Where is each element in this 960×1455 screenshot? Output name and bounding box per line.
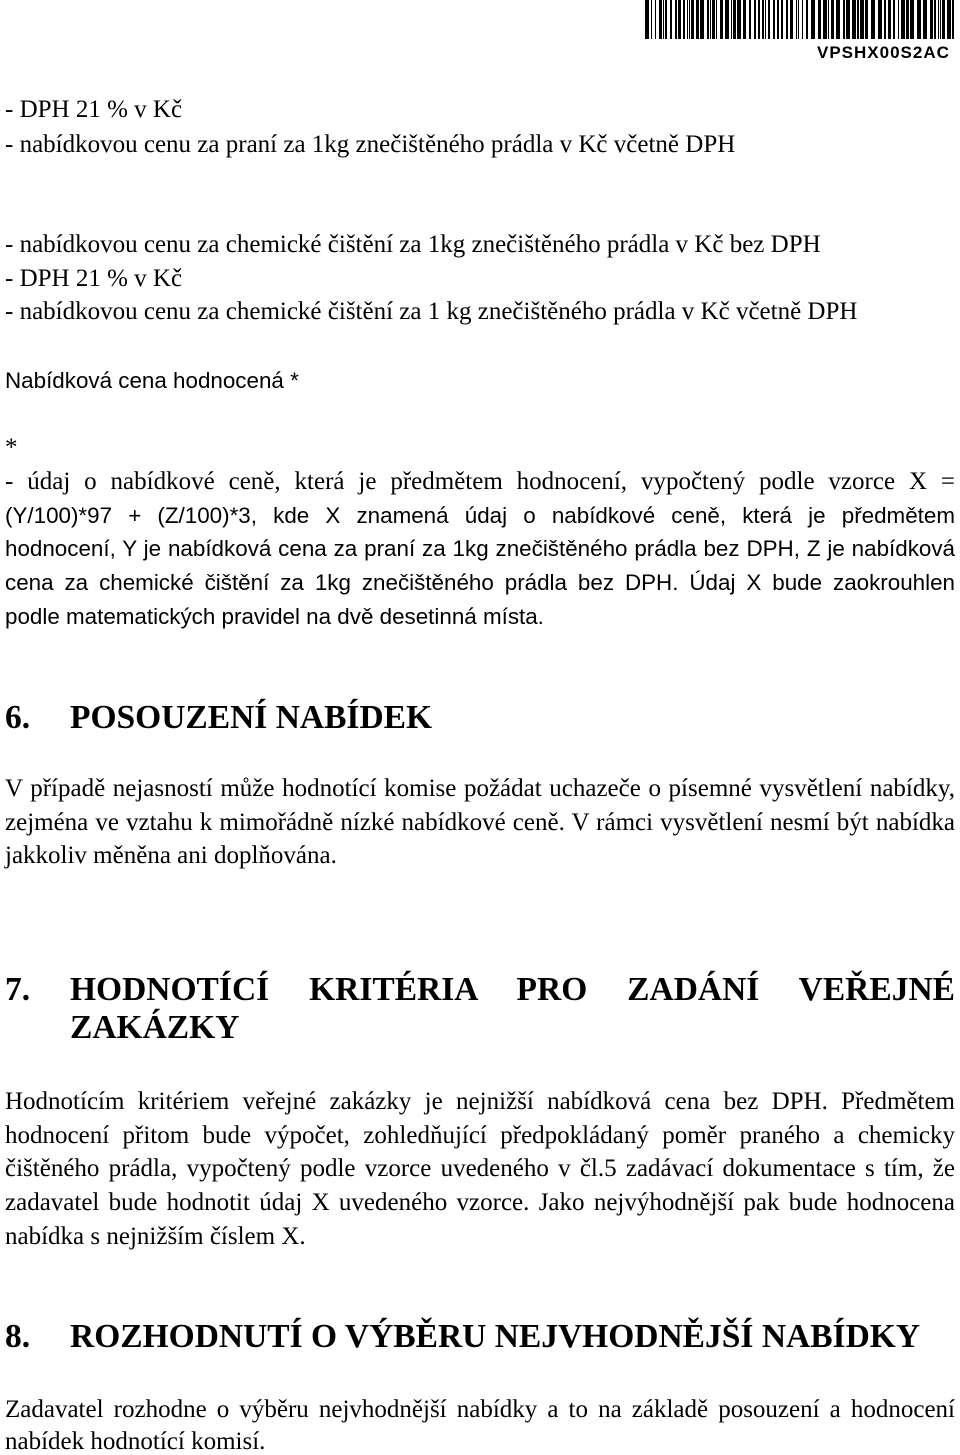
barcode-bar (768, 0, 770, 39)
barcode-bar (818, 0, 821, 39)
footnote-definition (5, 469, 955, 629)
section-body (5, 1397, 955, 1453)
barcode-bar (823, 0, 827, 39)
barcode-bar (670, 0, 672, 39)
paragraph-line: zadavatel bude hodnotit údaj X uvedeného vzorce. Jako nejvýhodnější pak bude hodnocena (5, 1189, 955, 1217)
evaluated-price-label: Nabídková cena hodnocená * (5, 368, 299, 393)
barcode-bar (733, 0, 736, 39)
barcode-bar (720, 0, 723, 39)
paragraph-line: cena za chemické čištění za 1kg znečištěného prádla bez DPH. Údaj X bude zaokrouhlen (5, 570, 955, 596)
barcode-bar (860, 0, 864, 39)
barcode-bar (689, 0, 690, 39)
section-number: 7. (5, 971, 31, 1008)
barcode-bar (786, 0, 788, 39)
barcode-text: VPSHX00S2AC (817, 43, 950, 62)
barcode-bar (865, 0, 868, 39)
barcode-bar (930, 0, 933, 39)
barcode-bar (762, 0, 764, 39)
list-item: - DPH 21 % v Kč (5, 96, 183, 123)
dry-cleaning-price-list (5, 232, 955, 324)
section-body (5, 776, 955, 868)
barcode-bar (906, 0, 909, 39)
barcode-bar (901, 0, 905, 39)
barcode-bar (938, 0, 939, 39)
section-title-line: ROZHODNUTÍ O VÝBĚRU NEJVHODNĚJŠÍ NABÍDKY (70, 1318, 921, 1355)
barcode-bar (678, 0, 681, 39)
barcode-bar (884, 0, 886, 39)
section-title (70, 1320, 955, 1354)
paragraph-line: nabídek hodnotící komisí. (5, 1427, 266, 1455)
barcode-bar (934, 0, 936, 39)
list-item: - DPH 21 % v Kč (5, 264, 183, 292)
barcode-bar (811, 0, 815, 39)
paragraph-line: - údaj o nabídkové ceně, která je předmětem hodnocení, vypočtený podle vzorce X = (5, 468, 955, 495)
barcode-bar (749, 0, 751, 39)
section-number: 8. (5, 1318, 31, 1355)
barcode-bar (917, 0, 921, 39)
barcode-bar (871, 0, 875, 39)
barcode-bar (888, 0, 891, 39)
paragraph-line: zejména ve vztahu k mimořádně nízké nabídkové ceně. V rámci vysvětlení nesmí být nabídka (5, 808, 955, 836)
barcode-bar (663, 0, 664, 39)
paragraph-line: podle matematických pravidel na dvě desetinná místa. (5, 603, 544, 629)
paragraph-line: čištěného prádla, vypočtený podle vzorce uvedeného v čl.5 zadávací dokumentace s tím, že (5, 1155, 955, 1183)
barcode-bar (790, 0, 793, 39)
section-number: 6. (5, 699, 31, 736)
barcode-bar (716, 0, 717, 39)
barcode-bar (737, 0, 741, 39)
paragraph-line: (Y/100)*97 + (Z/100)*3, kde X znamená údaj o nabídkové ceně, která je předmětem (5, 502, 955, 528)
section-heading (5, 701, 955, 735)
list-item: - nabídkovou cenu za chemické čištění za 1kg znečištěného prádla v Kč bez DPH (5, 231, 821, 258)
barcode-bar (898, 0, 899, 39)
paragraph-line: hodnocení přitom bude výpočet, zohledňující předpokládaný poměr praného a chemicky (5, 1121, 955, 1149)
barcode-bar (687, 0, 688, 39)
barcode-bar (773, 0, 775, 39)
barcode-bar (645, 0, 649, 39)
barcode-bar (765, 0, 766, 39)
laundry-price-list (5, 97, 955, 157)
barcode-bar (923, 0, 927, 39)
barcode-bar (777, 0, 779, 39)
barcode-bar (846, 0, 850, 39)
section-title-line: POSOUZENÍ NABÍDEK (70, 699, 433, 736)
barcode-bar (942, 0, 945, 39)
barcode-bar (952, 0, 954, 39)
barcode-bar (651, 0, 652, 39)
barcode-bar (940, 0, 941, 39)
barcode-bar (683, 0, 685, 39)
barcode-bar (710, 0, 711, 39)
footnote-mark-block (5, 435, 955, 460)
barcode-bar (910, 0, 914, 39)
barcode-bar (665, 0, 667, 39)
barcode-bar (659, 0, 662, 39)
barcode-bar (852, 0, 856, 39)
barcode-bar (696, 0, 699, 39)
barcode-bar (655, 0, 656, 39)
section-title (70, 973, 955, 1045)
section-title-line: HODNOTÍCÍ KRITÉRIA PRO ZADÁNÍ VEŘEJNÉ (70, 971, 955, 1008)
paragraph-line: Zadavatel rozhodne o výběru nejvhodnější nabídky a to na základě posouzení a hodnocení (5, 1396, 955, 1423)
barcode-bar (758, 0, 760, 39)
barcode-bar (857, 0, 859, 39)
barcode-bar (843, 0, 845, 39)
list-item: - nabídkovou cenu za chemické čištění za 1 kg znečištěného prádla v Kč včetně DPH (5, 298, 858, 326)
barcode-bar (675, 0, 677, 39)
barcode-bar (806, 0, 808, 39)
section-title (70, 701, 955, 735)
barcode-bar (781, 0, 783, 39)
barcode-bar (831, 0, 834, 39)
barcode-bar (712, 0, 715, 39)
barcode-bar (836, 0, 840, 39)
barcode-bar (700, 0, 704, 39)
barcode-bar (743, 0, 746, 39)
barcode-bar (878, 0, 882, 39)
barcode-bar (947, 0, 951, 39)
barcode-bar (796, 0, 797, 39)
barcode-bar (802, 0, 803, 39)
barcode-bar (725, 0, 729, 39)
paragraph-line: nabídka s nejnižším číslem X. (5, 1222, 306, 1250)
paragraph-line: V případě nejasností může hodnotící komise požádat uchazeče o písemné vysvětlení nabídky, (5, 775, 955, 802)
barcode-bar (691, 0, 694, 39)
section-heading (5, 973, 955, 1045)
paragraph-line: jakkoliv měněna ani doplňována. (5, 842, 337, 870)
barcode (645, 0, 955, 39)
paragraph-line: hodnocení, Y je nabídková cena za praní za 1kg znečištěného prádla bez DPH, Z je nabídková (5, 536, 955, 562)
barcode-bar (707, 0, 709, 39)
evaluated-price-block (5, 368, 955, 393)
barcode-bar (893, 0, 895, 39)
footnote-mark: * (5, 434, 18, 461)
paragraph-line: Hodnotícím kritériem veřejné zakázky je nejnižší nabídková cena bez DPH. Předmětem (5, 1088, 955, 1115)
barcode-bar (828, 0, 829, 39)
section-title-line: ZAKÁZKY (70, 1009, 240, 1046)
barcode-bar (731, 0, 732, 39)
section-heading (5, 1320, 955, 1354)
barcode-bar (754, 0, 756, 39)
section-body (5, 1089, 955, 1249)
list-item: - nabídkovou cenu za praní za 1kg znečištěného prádla v Kč včetně DPH (5, 131, 736, 158)
barcode-bar (798, 0, 799, 39)
